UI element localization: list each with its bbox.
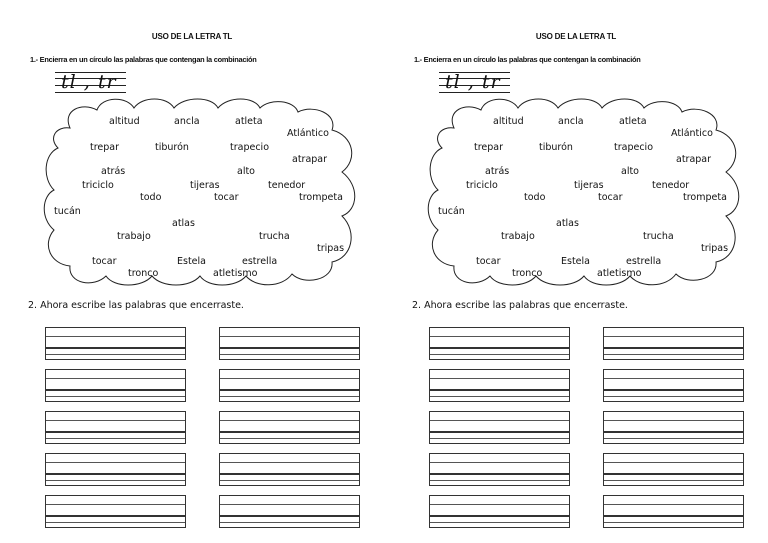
writing-guide-line [46, 389, 185, 391]
worksheet-title: USO DE LA LETRA TL [535, 32, 617, 41]
cloud-word: ancla [174, 116, 200, 127]
writing-guide-line [46, 431, 185, 433]
writing-guide-line [220, 438, 359, 439]
writing-guide-line [46, 480, 185, 481]
writing-guide-line [220, 462, 359, 463]
writing-guide-line [604, 431, 743, 433]
cloud-word: tronco [512, 268, 543, 279]
writing-guide-line [430, 378, 569, 379]
cloud-word: trompeta [299, 192, 343, 203]
writing-guide-line [220, 473, 359, 475]
answer-writing-box[interactable] [219, 411, 360, 444]
writing-guide-line [46, 336, 185, 337]
answer-writing-box[interactable] [45, 411, 186, 444]
instruction-1: 1.- Encierra en un círculo las palabras que contengan la combinación [30, 55, 257, 64]
cloud-word: Atlántico [287, 128, 329, 139]
answer-writing-box[interactable] [429, 411, 570, 444]
cloud-word: atleta [619, 116, 647, 127]
cloud-word: atrás [485, 166, 510, 177]
answer-writing-box[interactable] [45, 495, 186, 528]
cloud-word: trabajo [501, 231, 535, 242]
cloud-word: trapecio [614, 142, 654, 153]
instruction-2: 2. Ahora escribe las palabras que encerraste. [28, 300, 244, 311]
writing-guide-line [46, 347, 185, 349]
cloud-word: tocar [598, 192, 623, 203]
cloud-word: Atlántico [671, 128, 713, 139]
worksheet-title: USO DE LA LETRA TL [151, 32, 233, 41]
answer-writing-box[interactable] [603, 495, 744, 528]
cloud-word: tijeras [574, 180, 604, 191]
writing-guide-line [430, 462, 569, 463]
cloud-word: trapecio [230, 142, 270, 153]
answer-writing-box[interactable] [45, 453, 186, 486]
word-cloud [426, 98, 746, 288]
cloud-word: tocar [92, 256, 117, 267]
cloud-word: tripas [701, 243, 729, 254]
writing-guide-line [220, 378, 359, 379]
answer-writing-box[interactable] [219, 369, 360, 402]
cloud-word: alto [237, 166, 255, 177]
writing-guide-line [430, 473, 569, 475]
cloud-word: triciclo [466, 180, 498, 191]
instruction-1: 1.- Encierra en un círculo las palabras que contengan la combinación [414, 55, 641, 64]
answer-writing-box[interactable] [45, 369, 186, 402]
writing-guide-line [604, 515, 743, 517]
writing-guide-line [604, 462, 743, 463]
cloud-word: atlas [556, 218, 579, 229]
cloud-word: Estela [561, 256, 590, 267]
writing-guide-line [46, 396, 185, 397]
cloud-word: trabajo [117, 231, 151, 242]
cloud-word: tiburón [539, 142, 573, 153]
cloud-word: tenedor [268, 180, 306, 191]
cloud-word: triciclo [82, 180, 114, 191]
writing-guide-line [430, 438, 569, 439]
writing-guide-line [46, 420, 185, 421]
cloud-word: trucha [643, 231, 674, 242]
writing-guide-line [604, 336, 743, 337]
cursive-sample-text: tl , tr [61, 71, 117, 93]
writing-guide-line [604, 389, 743, 391]
cloud-word: tenedor [652, 180, 690, 191]
writing-guide-line [46, 473, 185, 475]
writing-guide-line [46, 504, 185, 505]
writing-guide-line [220, 522, 359, 523]
worksheet-page-right [384, 0, 768, 543]
writing-guide-line [430, 420, 569, 421]
cloud-word: trepar [90, 142, 120, 153]
writing-guide-line [430, 515, 569, 517]
cloud-word: estrella [242, 256, 278, 267]
writing-guide-line [604, 420, 743, 421]
cloud-word: alto [621, 166, 639, 177]
cloud-word: tripas [317, 243, 345, 254]
cloud-word: atrapar [676, 154, 712, 165]
writing-guide-line [604, 438, 743, 439]
writing-guide-line [430, 480, 569, 481]
writing-guide-line [46, 378, 185, 379]
cloud-word: trompeta [683, 192, 727, 203]
writing-guide-line [604, 347, 743, 349]
answer-writing-box[interactable] [603, 369, 744, 402]
writing-guide-line [46, 438, 185, 439]
answer-writing-box[interactable] [603, 411, 744, 444]
writing-guide-line [220, 354, 359, 355]
cloud-word: todo [140, 192, 162, 203]
cloud-word: Estela [177, 256, 206, 267]
writing-guide-line [430, 396, 569, 397]
cloud-word: tucán [54, 206, 81, 217]
cloud-word: atrapar [292, 154, 328, 165]
cloud-word: atrás [101, 166, 126, 177]
writing-guide-line [604, 480, 743, 481]
answer-writing-box[interactable] [603, 327, 744, 360]
writing-guide-line [430, 389, 569, 391]
answer-writing-box[interactable] [429, 495, 570, 528]
cloud-word: altitud [109, 116, 140, 127]
cloud-word: todo [524, 192, 546, 203]
answer-writing-box[interactable] [429, 327, 570, 360]
answer-writing-box[interactable] [45, 327, 186, 360]
cloud-word: estrella [626, 256, 662, 267]
instruction-2: 2. Ahora escribe las palabras que encerraste. [412, 300, 628, 311]
cloud-word: tocar [476, 256, 501, 267]
writing-guide-line [604, 522, 743, 523]
writing-guide-line [220, 431, 359, 433]
cloud-word: tronco [128, 268, 159, 279]
writing-guide-line [604, 396, 743, 397]
answer-writing-box[interactable] [429, 453, 570, 486]
writing-guide-line [46, 462, 185, 463]
writing-guide-line [220, 336, 359, 337]
cloud-word: tiburón [155, 142, 189, 153]
writing-guide-line [430, 431, 569, 433]
writing-guide-line [46, 354, 185, 355]
word-cloud [42, 98, 362, 288]
writing-guide-line [220, 396, 359, 397]
cloud-word: trepar [474, 142, 504, 153]
cloud-word: atletismo [213, 268, 258, 279]
cloud-word: tucán [438, 206, 465, 217]
writing-guide-line [220, 515, 359, 517]
cloud-word: trucha [259, 231, 290, 242]
cloud-word: atlas [172, 218, 195, 229]
answer-writing-box[interactable] [429, 369, 570, 402]
writing-guide-line [430, 354, 569, 355]
writing-guide-line [46, 515, 185, 517]
cloud-word: tocar [214, 192, 239, 203]
writing-guide-line [430, 522, 569, 523]
cursive-sample [439, 70, 510, 95]
cursive-sample-text: tl , tr [445, 71, 501, 93]
answer-writing-box[interactable] [219, 495, 360, 528]
answer-writing-box[interactable] [603, 453, 744, 486]
writing-guide-line [430, 336, 569, 337]
writing-guide-line [604, 354, 743, 355]
writing-guide-line [220, 347, 359, 349]
cursive-sample [55, 70, 126, 95]
answer-writing-box[interactable] [219, 453, 360, 486]
writing-guide-line [220, 480, 359, 481]
writing-guide-line [220, 389, 359, 391]
cloud-word: ancla [558, 116, 584, 127]
writing-guide-line [604, 378, 743, 379]
cloud-word: atleta [235, 116, 263, 127]
writing-guide-line [430, 504, 569, 505]
cloud-word: altitud [493, 116, 524, 127]
cloud-word: atletismo [597, 268, 642, 279]
writing-guide-line [220, 420, 359, 421]
writing-guide-line [604, 504, 743, 505]
writing-guide-line [220, 504, 359, 505]
cloud-word: tijeras [190, 180, 220, 191]
writing-guide-line [604, 473, 743, 475]
answer-writing-box[interactable] [219, 327, 360, 360]
writing-guide-line [430, 347, 569, 349]
writing-guide-line [46, 522, 185, 523]
